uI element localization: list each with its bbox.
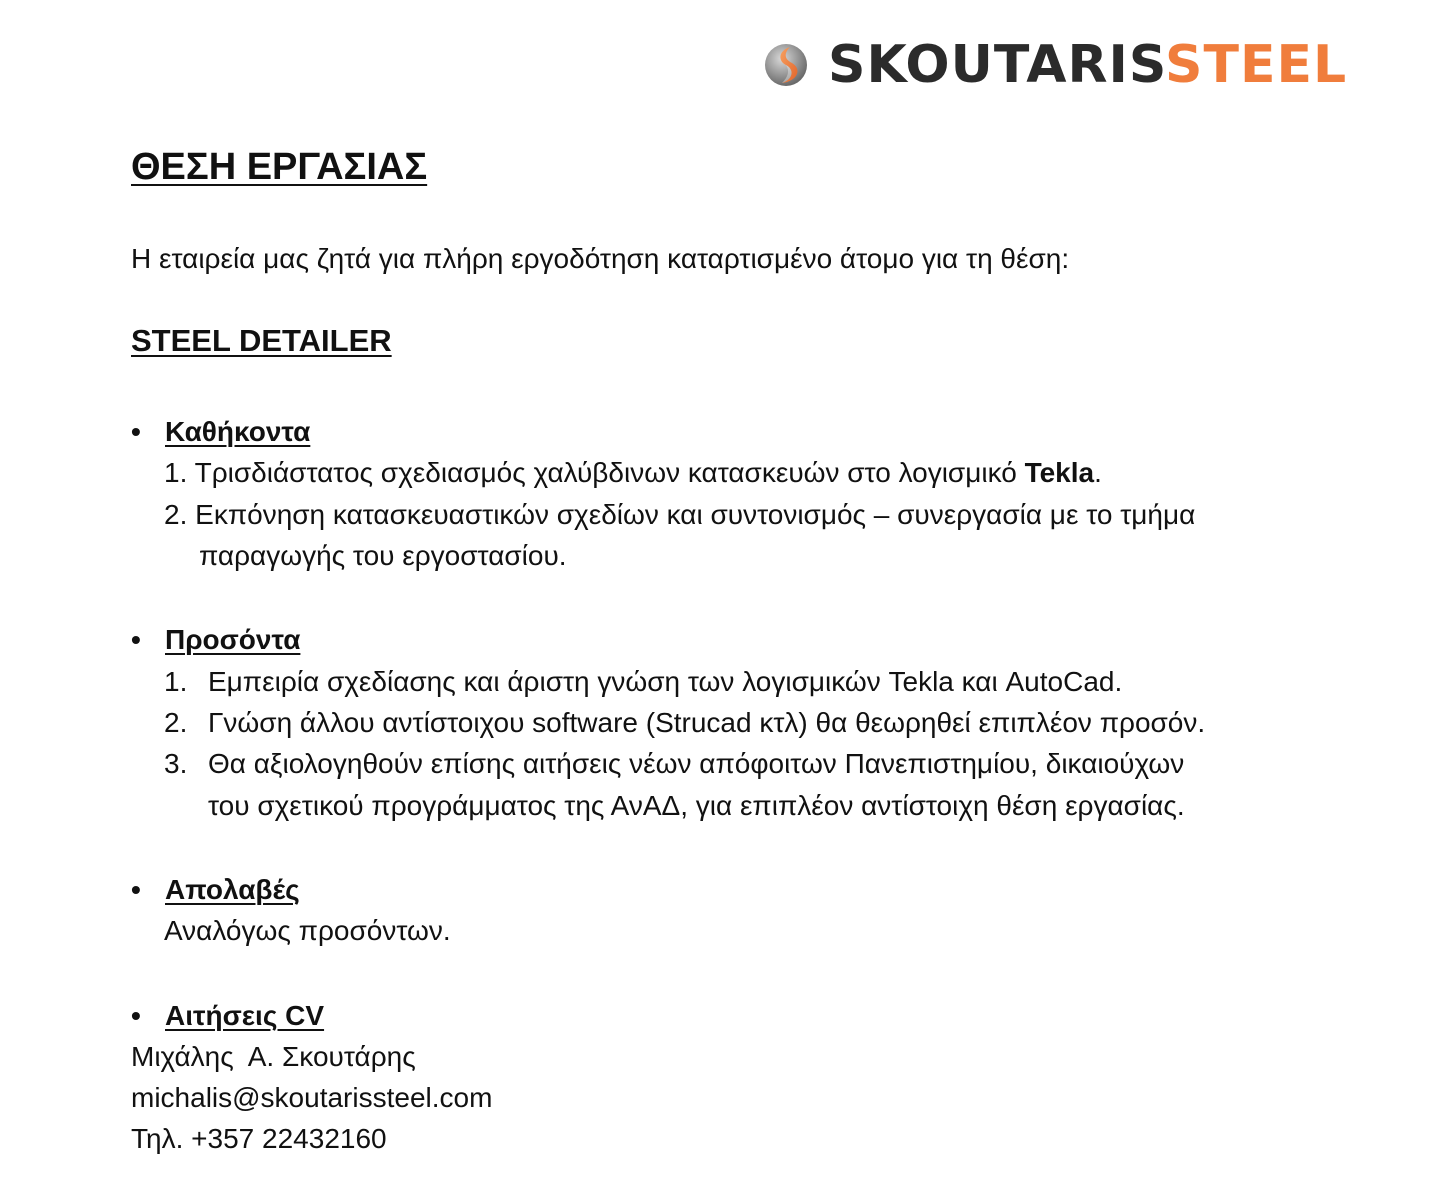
bullet: •	[131, 416, 141, 447]
list-number: 3.	[164, 748, 188, 779]
qualifications-item-3	[164, 743, 1184, 784]
bullet: •	[131, 1000, 141, 1031]
contact-name: Μιχάλης Α. Σκουτάρης	[131, 1041, 416, 1072]
section-compensation-label: Απολαβές	[165, 874, 300, 905]
qualifications-item-2-text: Γνώση άλλου αντίστοιχου software (Strucad κτλ) θα θεωρηθεί επιπλέον προσόν.	[208, 707, 1206, 738]
duties-item-1-bold: Tekla	[1024, 457, 1095, 488]
qualifications-item-1-text: Εμπειρία σχεδίασης και άριστη γνώση των λογισμικών Tekla και AutoCad.	[208, 666, 1123, 697]
section-qualifications-label: Προσόντα	[165, 624, 301, 655]
logo-brand-dark: SKOUTARIS	[828, 35, 1166, 95]
intro-text: Η εταιρεία μας ζητά για πλήρη εργοδότηση καταρτισμένο άτομο για τη θέση:	[131, 243, 1070, 274]
list-number: 2.	[164, 499, 188, 530]
duties-item-1	[164, 452, 1102, 493]
section-duties-label: Καθήκοντα	[165, 416, 311, 447]
qualifications-item-3-line1: Θα αξιολογηθούν επίσης αιτήσεις νέων απόφοιτων Πανεπιστημίου, δικαιούχων	[208, 748, 1185, 779]
duties-item-2	[164, 494, 1195, 535]
logo-wordmark	[828, 36, 1347, 94]
page-title: ΘΕΣΗ ΕΡΓΑΣΙΑΣ	[131, 146, 428, 188]
bullet: •	[131, 874, 141, 905]
compensation-text: Αναλόγως προσόντων.	[164, 915, 451, 946]
company-logo	[764, 36, 1347, 94]
duties-item-1-tail: .	[1094, 457, 1102, 488]
skoutaris-swirl-logo-icon	[764, 43, 808, 87]
section-qualifications-heading	[131, 619, 300, 660]
section-applications-label: Αιτήσεις CV	[165, 1000, 325, 1031]
qualifications-item-1	[164, 661, 1122, 702]
list-number: 2.	[164, 707, 188, 738]
contact-phone: Τηλ. +357 22432160	[131, 1123, 387, 1154]
duties-item-2-continuation: παραγωγής του εργοστασίου.	[199, 540, 567, 571]
section-applications-heading	[131, 995, 324, 1036]
section-duties-heading	[131, 411, 310, 452]
logo-brand-orange: STEEL	[1165, 35, 1348, 95]
list-number: 1.	[164, 457, 188, 488]
job-title: STEEL DETAILER	[131, 323, 392, 358]
qualifications-item-2	[164, 702, 1205, 743]
section-compensation-heading	[131, 869, 300, 910]
bullet: •	[131, 624, 141, 655]
list-number: 1.	[164, 666, 188, 697]
duties-item-2-line1: Εκπόνηση κατασκευαστικών σχεδίων και συντονισμός – συνεργασία με το τμήμα	[195, 499, 1196, 530]
contact-email: michalis@skoutarissteel.com	[131, 1082, 493, 1113]
qualifications-item-3-continuation: του σχετικού προγράμματος της ΑνΑΔ, για επιπλέον αντίστοιχη θέση εργασίας.	[208, 790, 1185, 821]
duties-item-1-text: Τρισδιάστατος σχεδιασμός χαλύβδινων κατασκευών στο λογισμικό	[194, 457, 1025, 488]
